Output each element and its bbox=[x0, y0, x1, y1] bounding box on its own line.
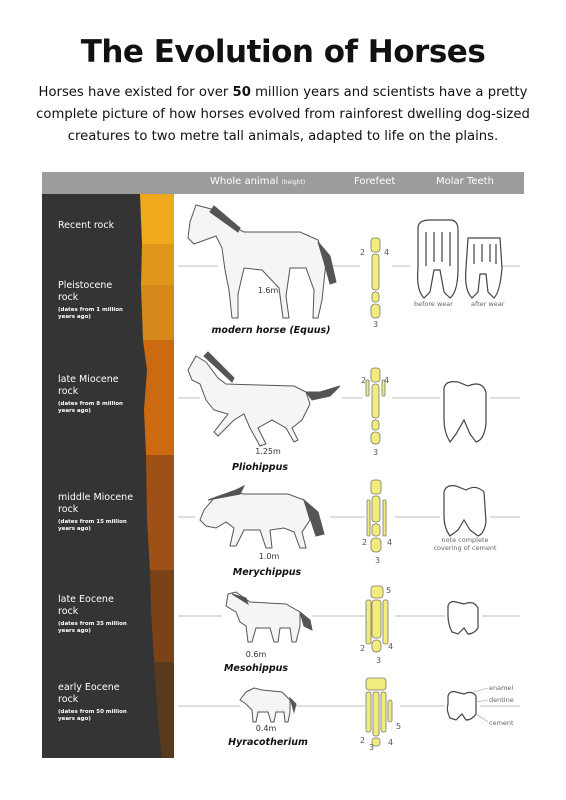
digit-label-3: 3 bbox=[376, 656, 382, 665]
forefoot-mesohippus bbox=[366, 586, 388, 652]
height-pliohippus: 1.25m bbox=[255, 447, 281, 456]
height-mesohippus: 0.6m bbox=[245, 650, 267, 659]
label-dentine: dentine bbox=[489, 696, 514, 704]
label-cement-note: note complete covering of cement bbox=[433, 536, 497, 552]
digit-label-3: 3 bbox=[369, 743, 375, 752]
horse-equus-icon bbox=[188, 205, 336, 318]
label-after-wear: after wear bbox=[471, 300, 505, 308]
digit-label-2: 2 bbox=[361, 376, 367, 385]
label-cement: cement bbox=[489, 719, 514, 727]
merychippus-icon bbox=[200, 486, 324, 548]
height-equus: 1.6m bbox=[257, 286, 279, 295]
digit-label-5: 5 bbox=[396, 722, 402, 731]
species-equus: modern horse (Equus) bbox=[211, 325, 331, 336]
forefoot-pliohippus bbox=[366, 368, 385, 444]
digit-label-4: 4 bbox=[384, 248, 390, 257]
intro-part-1: Horses have existed for over bbox=[38, 85, 233, 100]
forefoot-equus bbox=[371, 238, 380, 318]
page-title: The Evolution of Horses bbox=[80, 34, 486, 70]
molar-merychippus bbox=[444, 486, 486, 536]
species-merychippus: Merychippus bbox=[232, 567, 302, 578]
digit-label-2: 2 bbox=[360, 644, 366, 653]
rock-name: middle Miocene rock bbox=[58, 492, 134, 515]
molar-equus-after-wear bbox=[466, 238, 502, 298]
forefoot-merychippus bbox=[367, 480, 386, 552]
molar-mesohippus bbox=[448, 602, 478, 635]
intro-part-2: million years and scientists have a pretty complete picture of how horses evolved from rainforest dwelling dog-sized creatures to two metre tall animals, adapted to life on the plains. bbox=[36, 85, 530, 144]
digit-label-3: 3 bbox=[373, 320, 379, 329]
digit-label-4: 4 bbox=[384, 376, 390, 385]
rock-dates: (dates from 50 million years ago) bbox=[58, 709, 127, 722]
rock-name: Recent rock bbox=[58, 220, 115, 231]
molar-hyracotherium bbox=[447, 692, 476, 721]
label-before-wear: before wear bbox=[414, 300, 453, 308]
intro-bold-number: 50 bbox=[232, 85, 251, 100]
molar-pliohippus bbox=[444, 382, 486, 442]
molar-tooth-icon bbox=[418, 220, 505, 720]
height-hyracotherium: 0.4m bbox=[255, 724, 277, 733]
digit-label-2: 2 bbox=[360, 248, 366, 257]
header-forefeet: Forefeet bbox=[354, 176, 396, 187]
mesohippus-icon bbox=[226, 592, 312, 642]
header-molar-teeth: Molar Teeth bbox=[436, 176, 494, 187]
rock-dates: (dates from 1 million years ago) bbox=[58, 307, 123, 320]
header-whole-animal-label: Whole animal bbox=[210, 176, 279, 187]
label-enamel: enamel bbox=[489, 684, 514, 692]
species-pliohippus: Pliohippus bbox=[231, 462, 289, 473]
rock-name: late Eocene rock bbox=[58, 594, 114, 617]
hyracotherium-icon bbox=[240, 688, 296, 722]
rock-name: early Eocene rock bbox=[58, 682, 120, 705]
header-height-note: (height) bbox=[281, 179, 306, 186]
forefoot-icon bbox=[366, 238, 392, 746]
rock-dates: (dates from 15 million years ago) bbox=[58, 519, 127, 532]
digit-label-4: 4 bbox=[388, 642, 394, 651]
digit-label-3: 3 bbox=[373, 448, 379, 457]
digit-label-2: 2 bbox=[362, 538, 368, 547]
forefoot-hyracotherium bbox=[366, 678, 392, 746]
height-merychippus: 1.0m bbox=[258, 552, 280, 561]
molar-equus-before-wear bbox=[418, 220, 458, 298]
digit-label-3: 3 bbox=[375, 556, 381, 565]
rock-name: late Miocene rock bbox=[58, 374, 119, 397]
rock-dates: (dates from 8 million years ago) bbox=[58, 401, 123, 414]
digit-label-4: 4 bbox=[387, 538, 393, 547]
species-hyracotherium: Hyracotherium bbox=[228, 737, 308, 748]
rock-name: Pleistocene rock bbox=[58, 280, 113, 303]
digit-label-5: 5 bbox=[386, 586, 392, 595]
digit-label-4: 4 bbox=[388, 738, 394, 747]
digit-label-2: 2 bbox=[360, 736, 366, 745]
pliohippus-icon bbox=[188, 352, 340, 446]
species-mesohippus: Mesohippus bbox=[223, 663, 289, 674]
rock-dates: (dates from 35 million years ago) bbox=[58, 621, 127, 634]
